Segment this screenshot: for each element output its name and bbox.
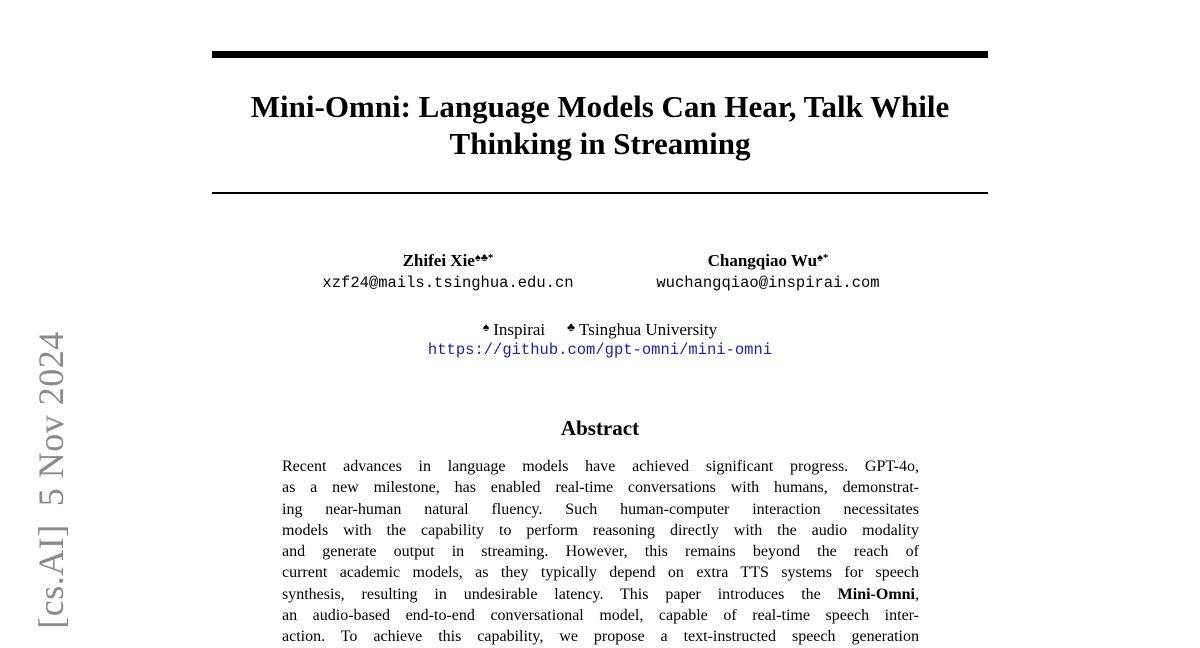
abstract-heading: Abstract xyxy=(560,416,640,440)
author-name-2: Changqiao Wu xyxy=(707,251,818,270)
title-line-1: Mini-Omni: Language Models Can Hear, Talk While xyxy=(250,89,950,124)
abstract-line-with-term xyxy=(282,584,919,605)
arxiv-side-stamp xyxy=(30,331,72,628)
author-marks-1: ♠♣* xyxy=(474,252,494,264)
arxiv-category: [cs.AI] xyxy=(31,524,71,629)
title-bottom-rule xyxy=(212,192,988,194)
spade-icon: ♠ xyxy=(482,320,490,334)
abstract-line: models with the capability to perform reasoning directly with the audio modality xyxy=(282,521,919,539)
abstract-line: an audio-based end-to-end conversational model, capable of real-time speech inter- xyxy=(282,607,919,625)
abstract-line: as a new milestone, has enabled real-time conversations with humans, demonstrat- xyxy=(282,479,919,497)
author-marks-2: ♠* xyxy=(817,252,829,264)
affiliations xyxy=(212,316,988,341)
author-email-2: wuchangqiao@inspirai.com xyxy=(656,274,880,292)
club-icon: ♣ xyxy=(567,320,576,334)
model-name-term: Mini-Omni xyxy=(837,585,915,603)
author-block-1 xyxy=(300,247,596,294)
author-name-1: Zhifei Xie xyxy=(402,251,475,270)
title-line-2: Thinking in Streaming xyxy=(449,126,751,161)
affiliation-inspirai: Inspirai xyxy=(493,320,546,339)
title-top-rule xyxy=(212,51,988,58)
repo-link[interactable]: https://github.com/gpt-omni/mini-omni xyxy=(427,341,773,359)
abstract-body xyxy=(282,456,919,648)
abstract-line: action. To achieve this capability, we propose a text-instructed speech generation xyxy=(282,628,919,646)
abstract-line: Recent advances in language models have achieved significant progress. GPT-4o, xyxy=(282,458,919,475)
abstract-line: current academic models, as they typically depend on extra TTS systems for speech xyxy=(282,564,919,582)
term-suffix: , xyxy=(915,585,919,603)
abstract-line: ing near-human natural fluency. Such human-computer interaction necessitates xyxy=(282,500,919,518)
abstract-line-text: synthesis, resulting in undesirable latency. This paper introduces the xyxy=(282,585,838,603)
author-email-1: xzf24@mails.tsinghua.edu.cn xyxy=(322,274,574,292)
paper-title xyxy=(212,88,988,162)
arxiv-date: 5 Nov 2024 xyxy=(31,331,71,507)
abstract-line: and generate output in streaming. However, this remains beyond the reach of xyxy=(282,543,919,561)
affiliation-tsinghua: Tsinghua University xyxy=(579,320,718,339)
author-block-2 xyxy=(632,247,904,294)
